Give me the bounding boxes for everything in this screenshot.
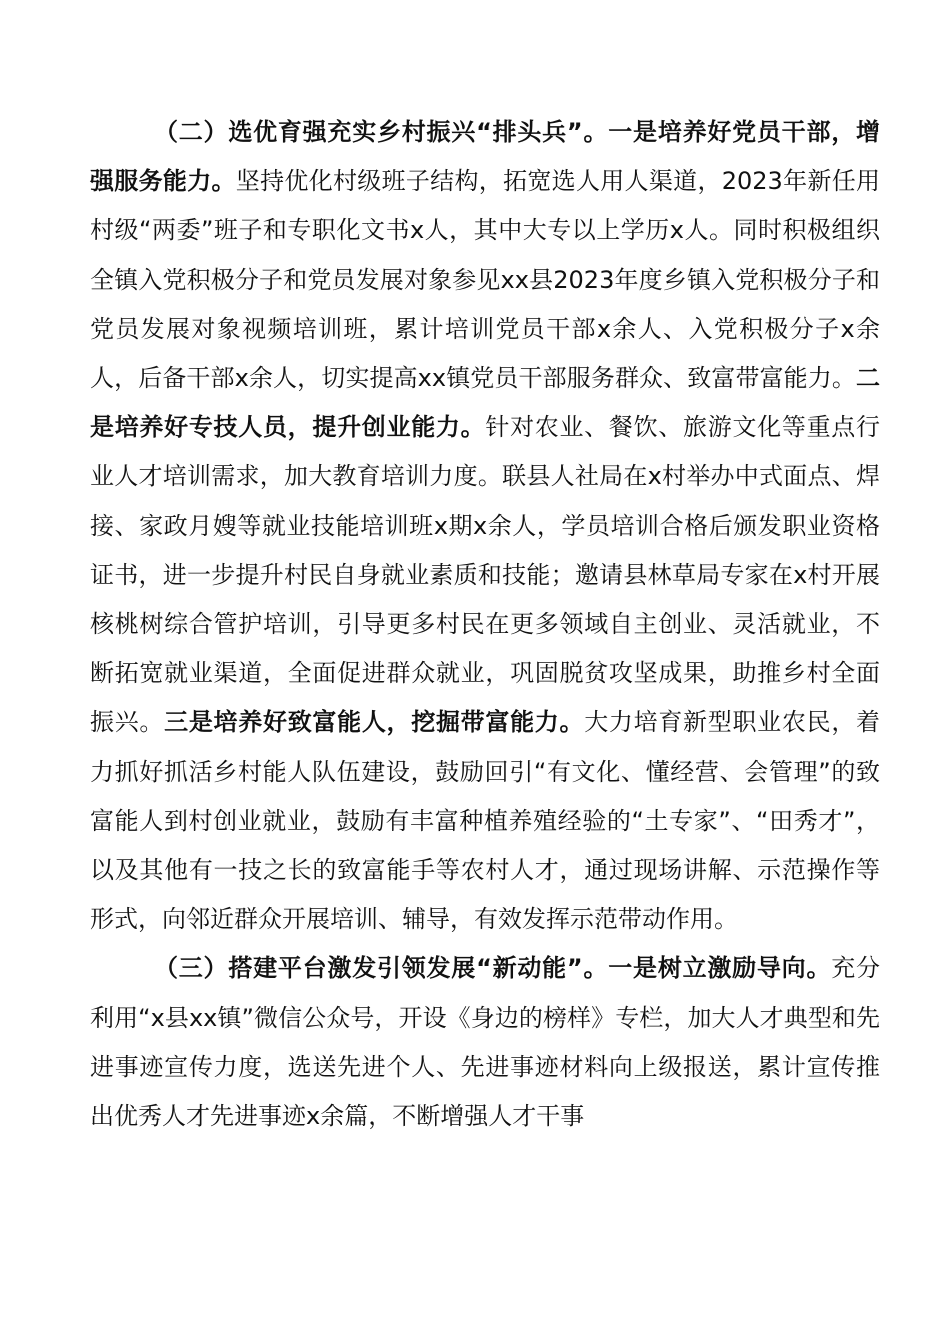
paragraph-section-2 bbox=[90, 108, 880, 944]
point-3-heading: 三是培养好致富能人，挖掘带富能力。 bbox=[164, 708, 585, 737]
document-body bbox=[90, 108, 880, 1141]
section-2-heading: （二）选优育强充实乡村振兴“排头兵”。 bbox=[154, 118, 609, 146]
section-3-heading: （三）搭建平台激发引领发展“新动能”。 bbox=[154, 954, 609, 983]
point-1-body: 坚持优化村级班子结构，拓宽选人用人渠道，2023年新任用村级“两委”班子和专职化文书x人，其中大专以上学历x人。同时积极组织全镇入党积极分子和党员发展对象参见xx县2023年度乡镇入党积极分子和党员发展对象视频培训班，累计培训党员干部x余人、入党积极分子x余人，后备干部x余人，切实提高xx镇党员干部服务群众、致富带富能力。 bbox=[90, 167, 881, 393]
point-1-heading: 一是培养好党员干部，增强服务能力。 bbox=[90, 118, 881, 196]
point-3-body: 大力培育新型职业农民，着力抓好抓活乡村能人队伍建设，鼓励回引“有文化、懂经营、会管理”的致富能人到村创业就业，鼓励有丰富种植养殖经验的“土专家”、“田秀才”，以及其他有一技之长的致富能手等农村人才，通过现场讲解、示范操作等形式，向邻近群众开展培训、辅导，有效发挥示范带动作用。 bbox=[90, 708, 881, 934]
section-3-point-1-body: 充分利用“x县xx镇”微信公众号，开设《身边的榜样》专栏，加大人才典型和先进事迹宣传力度，选送先进个人、先进事迹材料向上级报送，累计宣传推出优秀人才先进事迹x余篇，不断增强人才干事 bbox=[90, 954, 881, 1131]
section-3-point-1-heading: 一是树立激励导向。 bbox=[608, 954, 832, 983]
point-2-body: 针对农业、餐饮、旅游文化等重点行业人才培训需求，加大教育培训力度。联县人社局在x村举办中式面点、焊接、家政月嫂等就业技能培训班x期x余人，学员培训合格后颁发职业资格证书，进一步提升村民自身就业素质和技能；邀请县林草局专家在x村开展核桃树综合管护培训，引导更多村民在更多领域自主创业、灵活就业，不断拓宽就业渠道，全面促进群众就业，巩固脱贫攻坚成果，助推乡村全面振兴。 bbox=[90, 413, 881, 737]
point-2-heading: 二是培养好专技人员，提升创业能力。 bbox=[90, 364, 880, 442]
paragraph-section-3 bbox=[90, 944, 880, 1141]
